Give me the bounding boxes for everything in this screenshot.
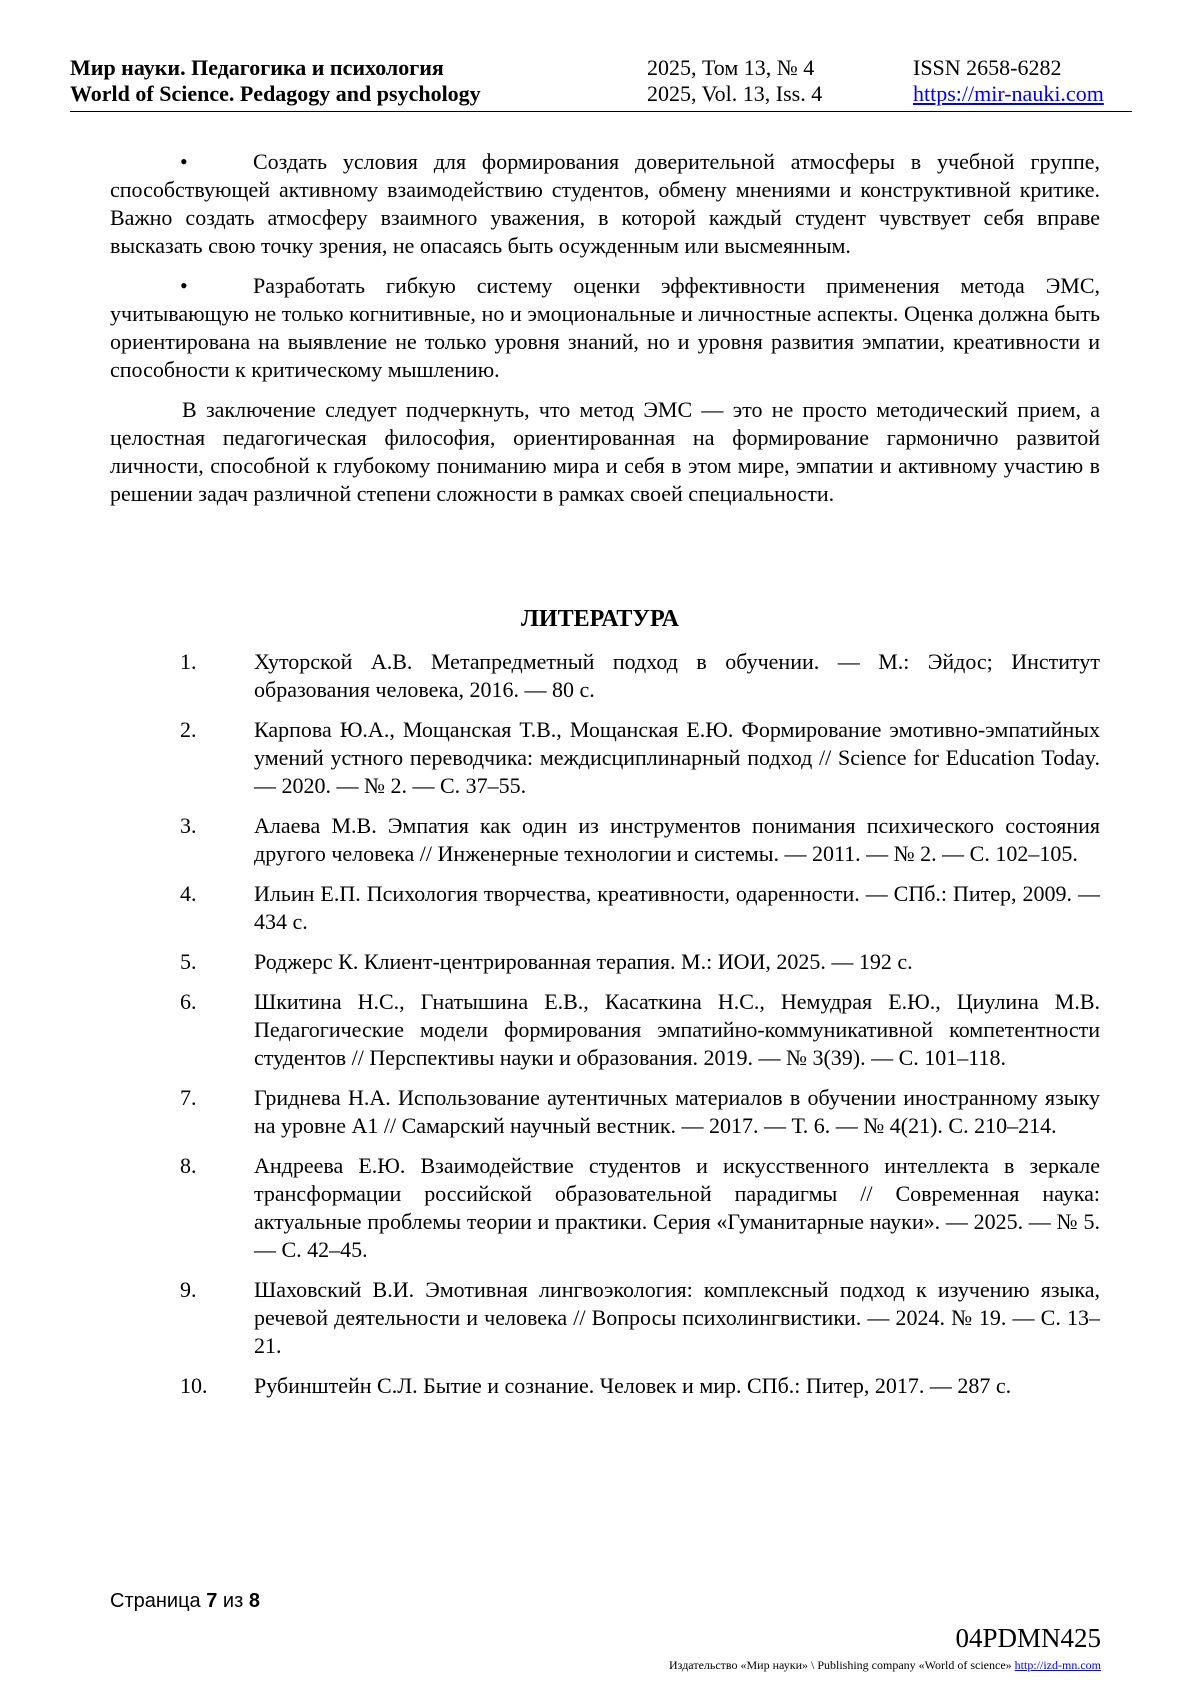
journal-title-en: World of Science. Pedagogy and psychology — [70, 81, 481, 106]
article-body — [110, 148, 1100, 520]
reference-item — [110, 1276, 1100, 1360]
page-of: из — [222, 1590, 244, 1612]
journal-title-ru: Мир науки. Педагогика и психология — [70, 55, 444, 80]
issn: ISSN 2658-6282 — [913, 55, 1062, 80]
header-row-en — [70, 80, 1130, 108]
reference-number: 10. — [180, 1373, 208, 1398]
reference-text: Алаева М.В. Эмпатия как один из инструментов понимания психического состояния другого человека // Инженерные технологии и системы. — 2011. — № 2. — С. 102–105. — [254, 813, 1100, 866]
reference-text: Ильин Е.П. Психология творчества, креативности, одаренности. — СПб.: Питер, 2009. — 434 с. — [254, 881, 1100, 934]
reference-text: Карпова Ю.А., Мощанская Т.В., Мощанская Е.Ю. Формирование эмотивно-эмпатийных умений устного переводчика: междисциплинарный подход // Science for Education Today. — 2020. — № 2. — С. 37–55. — [254, 717, 1100, 798]
page-counter — [110, 1588, 260, 1614]
reference-item — [110, 880, 1100, 936]
issue-info-en: 2025, Vol. 13, Iss. 4 — [647, 81, 823, 106]
article-code: 04PDMN425 — [955, 1623, 1101, 1653]
reference-text: Шкитина Н.С., Гнатышина Е.В., Касаткина Н.С., Немудрая Е.Ю., Циулина М.В. Педагогические модели формирования эмпатийно-коммуникативной компетентности студентов // Перспективы науки и образования. 2019. — № 3(39). — С. 101–118. — [254, 989, 1100, 1070]
reference-item — [110, 812, 1100, 868]
reference-item — [110, 1152, 1100, 1264]
publisher-text: Издательство «Мир науки» \ Publishing company «World of science» — [669, 1658, 1012, 1672]
reference-item — [110, 948, 1100, 976]
reference-number: 4. — [180, 881, 197, 906]
reference-number: 9. — [180, 1277, 197, 1302]
journal-website-link[interactable]: https://mir-nauki.com — [913, 81, 1104, 106]
reference-number: 3. — [180, 813, 197, 838]
bullet-text: Разработать гибкую систему оценки эффективности применения метода ЭМС, учитывающую не только когнитивные, но и эмоциональные и личностные аспекты. Оценка должна быть ориентирована на выявление не только уровня знаний, но и уровня развития эмпатии, креативности и способности к критическому мышлению. — [110, 273, 1100, 382]
bullet-icon: • — [180, 149, 188, 174]
publisher-line — [669, 1658, 1101, 1672]
reference-text: Андреева Е.Ю. Взаимодействие студентов и искусственного интеллекта в зеркале трансформации российской образовательной парадигмы // Современная наука: актуальные проблемы теории и практики. Серия «Гуманитарные науки». — 2025. — № 5. — С. 42–45. — [254, 1153, 1100, 1262]
reference-item — [110, 716, 1100, 800]
bullet-icon: • — [180, 273, 188, 298]
conclusion-paragraph: В заключение следует подчеркнуть, что метод ЭМС — это не просто методический прием, а целостная педагогическая философия, ориентированная на формирование гармонично развитой личности, способной к глубокому пониманию мира и себя в этом мире, эмпатии и активному участию в решении задач различной степени сложности в рамках своей специальности. — [110, 397, 1100, 506]
reference-list — [110, 648, 1100, 1412]
page-header — [70, 52, 1130, 110]
bullet-item — [110, 272, 1100, 384]
issue-info-ru: 2025, Том 13, № 4 — [647, 55, 815, 80]
reference-text: Рубинштейн С.Л. Бытие и сознание. Человек и мир. СПб.: Питер, 2017. — 287 с. — [254, 1373, 1012, 1398]
reference-number: 7. — [180, 1085, 197, 1110]
page-word: Страница — [110, 1590, 201, 1612]
literature-heading: ЛИТЕРАТУРА — [521, 606, 679, 632]
reference-number: 1. — [180, 649, 197, 674]
reference-text: Роджерс К. Клиент-центрированная терапия. М.: ИОИ, 2025. — 192 с. — [254, 949, 913, 974]
reference-item — [110, 648, 1100, 704]
reference-item — [110, 988, 1100, 1072]
page-total: 8 — [248, 1590, 260, 1612]
reference-text: Хуторской А.В. Метапредметный подход в обучении. — М.: Эйдос; Институт образования человека, 2016. — 80 с. — [254, 649, 1100, 702]
reference-number: 2. — [180, 717, 197, 742]
page-current: 7 — [206, 1590, 218, 1612]
reference-text: Шаховский В.И. Эмотивная лингвоэкология: комплексный подход к изучению языка, речевой деятельности и человека // Вопросы психолингвистики. — 2024. № 19. — С. 13–21. — [254, 1277, 1100, 1358]
reference-item — [110, 1372, 1100, 1400]
bullet-text: Создать условия для формирования доверительной атмосферы в учебной группе, способствующей активному взаимодействию студентов, обмену мнениями и конструктивной критике. Важно создать атмосферу взаимного уважения, в которой каждый студент чувствует себя вправе высказать свою точку зрения, не опасаясь быть осужденным или высмеянным. — [110, 149, 1100, 258]
header-row-ru — [70, 54, 1130, 82]
reference-text: Гриднева Н.А. Использование аутентичных материалов в обучении иностранному языку на уровне А1 // Самарский научный вестник. — 2017. — Т. 6. — № 4(21). С. 210–214. — [254, 1085, 1100, 1138]
publisher-link[interactable]: http://izd-mn.com — [1014, 1658, 1101, 1672]
reference-number: 6. — [180, 989, 197, 1014]
bullet-item — [110, 148, 1100, 260]
header-divider — [70, 111, 1132, 112]
reference-item — [110, 1084, 1100, 1140]
reference-number: 8. — [180, 1153, 197, 1178]
reference-number: 5. — [180, 949, 197, 974]
